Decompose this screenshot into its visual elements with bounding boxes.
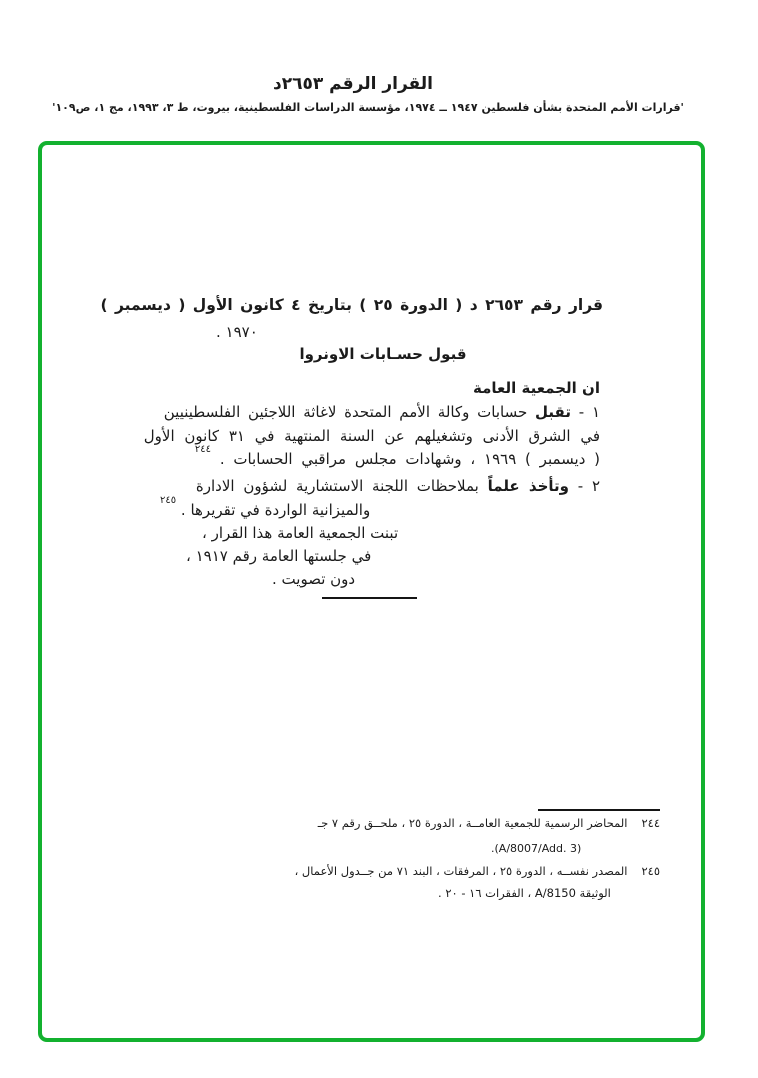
- page-title: القرار الرقم ٢٦٥٣د: [273, 74, 433, 94]
- clause1-line3: [194, 444, 600, 468]
- footnote-244-number: ٢٤٤: [641, 816, 660, 830]
- footnote-244-text: المحاضر الرسمية للجمعية العامــة ، الدورة ٢٥ ، ملحــق رقم ٧ جـ: [317, 816, 628, 830]
- adoption-line2: في جلستها العامة رقم ١٩١٧ ،: [186, 547, 372, 565]
- adoption-line1: تبنت الجمعية العامة هذا القرار ،: [202, 524, 399, 542]
- clause1-line2: في الشرق الأدنى وتشغيلهم عن السنة المنتهية في ٣١ كانون الأول: [143, 427, 600, 445]
- source-citation: 'قرارات الأمم المتحدة بشأن فلسطين ١٩٤٧ ــ ١٩٧٤، مؤسسة الدراسات الفلسطينية، بيروت، ط ٣، ١٩٩٣، مج ١، ص١٠٩': [52, 101, 684, 114]
- preamble-line: ان الجمعية العامة: [473, 379, 600, 397]
- footnote-245-line1: [295, 864, 660, 878]
- resolution-subject: قبول حسـابات الاونروا: [299, 345, 467, 363]
- adoption-line3: دون تصويت .: [272, 570, 356, 588]
- clause2-number: ٢ -: [577, 477, 600, 495]
- footnote-244-line2: (A/8007/Add. 3).: [491, 842, 582, 855]
- footnote-245-number: ٢٤٥: [641, 864, 660, 878]
- clause2-verb: وتأخذ علماً: [487, 477, 569, 495]
- clause2-line1: [196, 477, 600, 495]
- clause1-number: ١ -: [578, 403, 600, 421]
- clause1-line3-text: ( ديسمبر ) ١٩٦٩ ، وشهادات مجلس مراقبي الحسابات .: [219, 450, 600, 468]
- footnote-245-line2: الوثيقة A/8150 ، الفقرات ١٦ - ٢٠ .: [438, 886, 611, 900]
- clause1-verb: تقبل: [535, 403, 571, 421]
- clause1-line1: [164, 403, 600, 421]
- resolution-title-line1: قرار رقم ٢٦٥٣ د ( الدورة ٢٥ ) بتاريخ ٤ كانون الأول ( ديسمبر ): [100, 296, 603, 314]
- footnote-244-line1: [318, 816, 660, 830]
- clause2-line2: [160, 495, 371, 519]
- clause1-text: حسابات وكالة الأمم المتحدة لاغاثة اللاجئين الفلسطينيين: [163, 403, 528, 421]
- clause2-line2-text: والميزانية الواردة في تقريرها .: [180, 501, 371, 519]
- clause2-text: بملاحظات اللجنة الاستشارية لشؤون الادارة: [195, 477, 479, 495]
- end-rule: [322, 597, 417, 599]
- document-frame: [38, 141, 705, 1042]
- footnote-ref-245: ٢٤٥: [160, 495, 177, 506]
- footnote-245-text: المصدر نفســه ، الدورة ٢٥ ، المرفقات ، البند ٧١ من جــدول الأعمال ،: [294, 864, 628, 878]
- footnote-ref-244: ٢٤٤: [194, 444, 212, 455]
- footnote-divider: [538, 809, 660, 811]
- resolution-title-line2: ١٩٧٠ .: [216, 323, 258, 341]
